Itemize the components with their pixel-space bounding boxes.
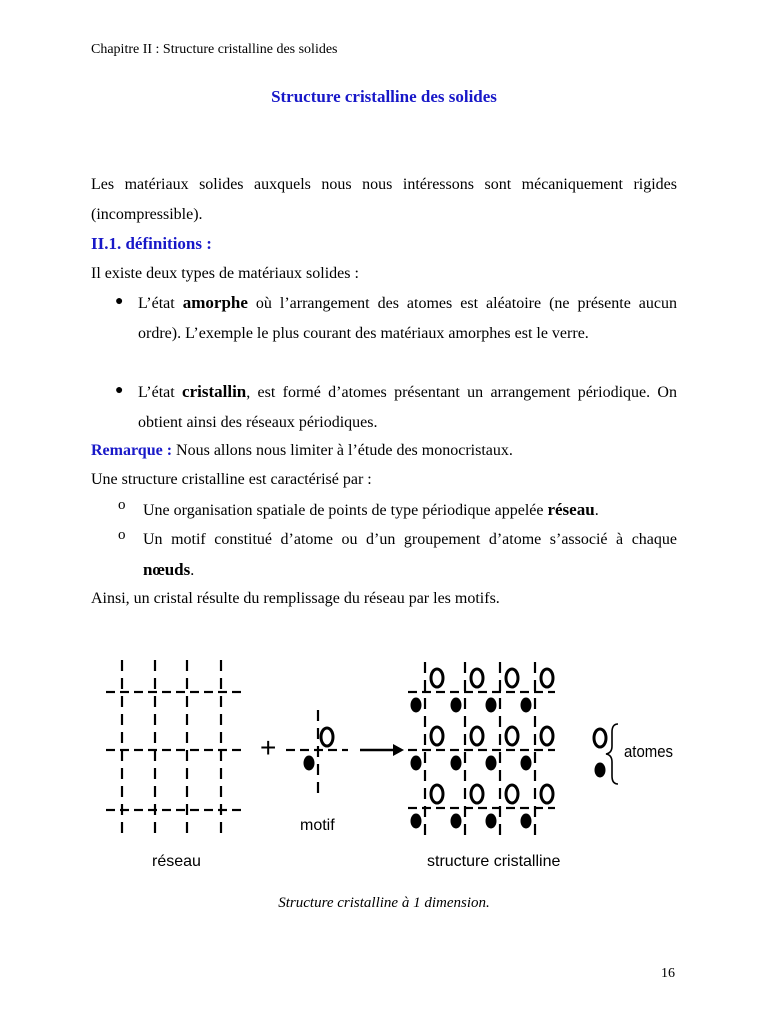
sub-bullet-motif: Un motif constitué d’atome ou d’un groupement d’atome s’associé à chaque nœuds.: [143, 531, 677, 579]
page-number: 16: [661, 966, 675, 981]
sub-bullet-marker: o: [118, 497, 126, 513]
atom-open: [471, 727, 483, 745]
atom-open: [471, 785, 483, 803]
motif-label: motif: [300, 817, 335, 834]
bullet-amorphous: L’état amorphe où l’arrangement des atomes est aléatoire (ne présente aucun ordre). L’exemple le plus courant des matériaux amorphes est le verre.: [138, 293, 678, 342]
crystal-structure-figure: [90, 640, 690, 900]
atom-filled: [486, 756, 497, 771]
structure-label: structure cristalline: [427, 853, 561, 870]
sub-bullet-lattice: Une organisation spatiale de points de type périodique appelée réseau.: [143, 500, 599, 519]
conclusion: Ainsi, un cristal résulte du remplissage du réseau par les motifs.: [91, 590, 500, 607]
atom-open: [431, 669, 443, 687]
atom-open: [541, 727, 553, 745]
atom-filled: [451, 698, 462, 713]
atom-open: [431, 727, 443, 745]
atom-open: [506, 669, 518, 687]
bullet-dot: ●: [115, 383, 124, 398]
atom-open: [506, 785, 518, 803]
lattice-label: réseau: [152, 853, 201, 870]
bullet-crystalline: L’état cristallin, est formé d’atomes présentant un arrangement périodique. On obtient ainsi des réseaux périodiques.: [138, 382, 677, 431]
atoms-legend: [594, 724, 673, 784]
crystal-structure-diagram: [408, 662, 555, 835]
remark: Remarque : Nous allons nous limiter à l’étude des monocristaux.: [91, 442, 513, 459]
atom-filled: [486, 814, 497, 829]
arrow-icon: [360, 744, 404, 756]
motif-diagram: [286, 710, 348, 793]
page-title: Structure cristalline des solides: [271, 87, 497, 106]
plus-sign: +: [260, 732, 277, 763]
atom-filled: [451, 756, 462, 771]
intro-paragraph: Les matériaux solides auxquels nous nous intéressons sont mécaniquement rigides (incompressible).: [91, 176, 677, 223]
atom-filled: [521, 756, 532, 771]
atom-filled: [411, 698, 422, 713]
bullet-dot: ●: [115, 294, 124, 309]
atom-filled: [451, 814, 462, 829]
atom-filled: [411, 756, 422, 771]
atom-filled: [486, 698, 497, 713]
sub-bullet-marker: o: [118, 527, 126, 543]
running-header: Chapitre II : Structure cristalline des solides: [91, 42, 338, 57]
atom-open: [541, 785, 553, 803]
atom-filled: [411, 814, 422, 829]
lattice-diagram: [106, 660, 241, 833]
atom-filled: [304, 756, 315, 771]
atom-open: [431, 785, 443, 803]
atoms-label: atomes: [624, 743, 674, 762]
types-intro: Il existe deux types de matériaux solides :: [91, 265, 359, 282]
atom-open: [321, 728, 333, 746]
atom-open: [506, 727, 518, 745]
atom-filled: [521, 698, 532, 713]
atom-open: [541, 669, 553, 687]
section-heading: II.1. définitions :: [91, 234, 212, 253]
atom-open: [471, 669, 483, 687]
atom-filled: [521, 814, 532, 829]
characterized-intro: Une structure cristalline est caractérisé par :: [91, 471, 372, 488]
figure-caption: Structure cristalline à 1 dimension.: [278, 895, 490, 911]
